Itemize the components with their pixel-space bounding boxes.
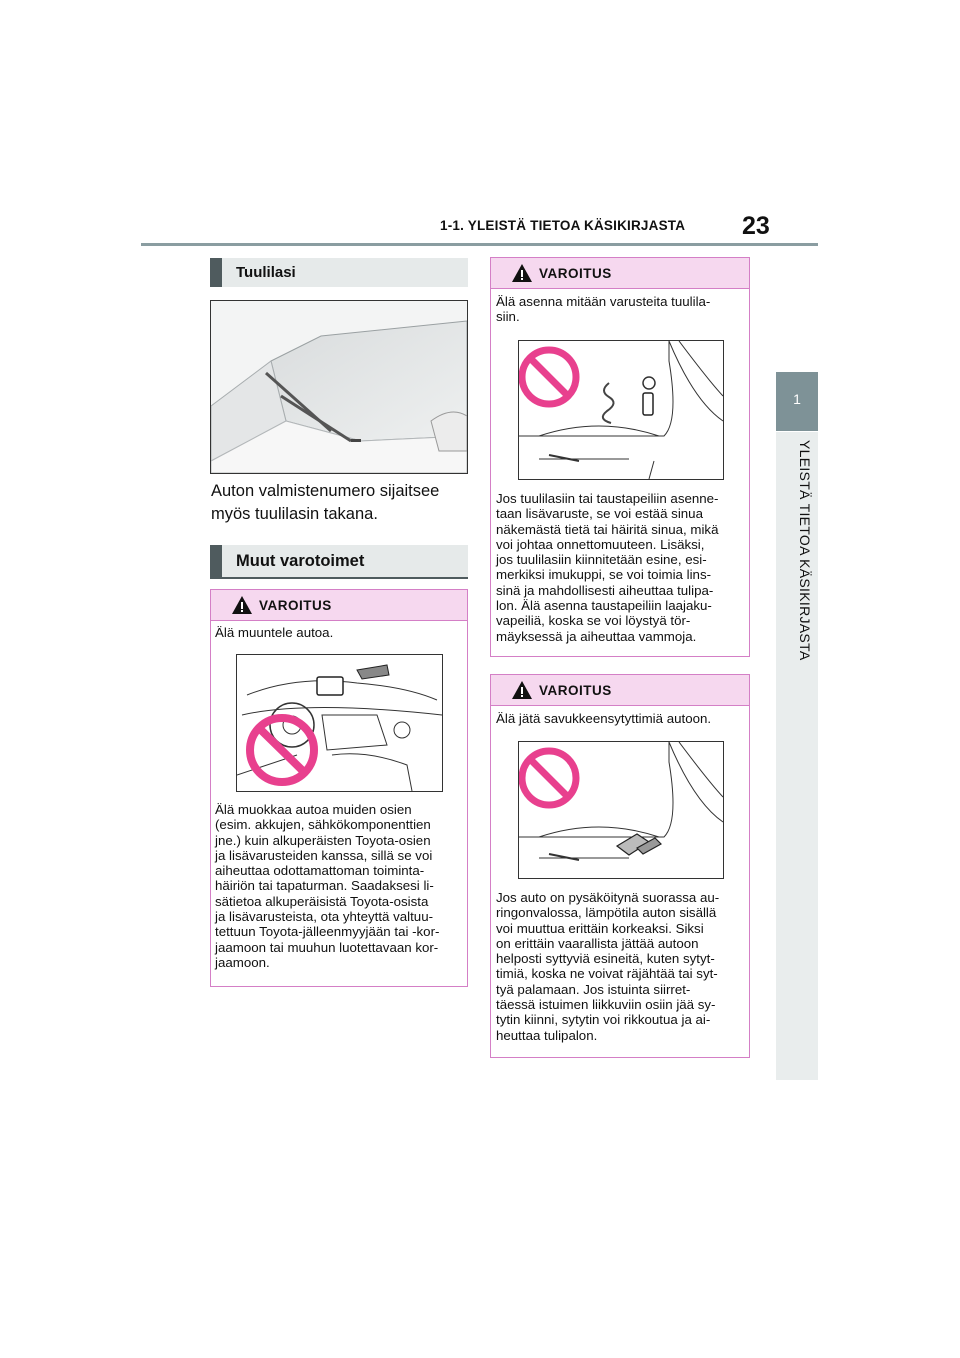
warning-body-line: täessä istuimen liikkuviin osiin jää sy-: [496, 997, 716, 1013]
warning-triangle-icon: [231, 595, 253, 615]
warning-body: [496, 890, 719, 1043]
warning-body-line: vapeiliä, koska se voi löystyä tör-: [496, 613, 691, 629]
warning-body-line: ringonvalossa, lämpötila auton sisällä: [496, 905, 717, 921]
warning-intro: Älä jätä savukkeensytyttimiä autoon.: [496, 711, 712, 726]
warning-box-windshield-accessories: [490, 257, 750, 657]
warning-body-line: voi muuttua erittäin korkeaksi. Siksi: [496, 920, 704, 936]
lighter-illustration: [518, 741, 724, 879]
warning-body-line: sinä ja mahdollisesti aiheuttaa tulipa-: [496, 582, 714, 598]
warning-body-line: tytin kiinni, sytytin voi rikkoutua ja ai-: [496, 1012, 711, 1028]
warning-body-line: on erittäin vaarallista jättää autoon: [496, 935, 699, 951]
warning-body-line: aiheuttaa odottamattoman toiminta-: [215, 863, 425, 879]
windshield-accessory-illustration: [518, 340, 724, 480]
warning-body-line: helposti syttyviä esineitä, kuten sytyt-: [496, 951, 715, 967]
section-marker: [210, 258, 222, 287]
warning-body-line: Jos tuulilasiin tai taustapeiliin asenne-: [496, 491, 719, 506]
warning-body-line: sätietoa alkuperäisistä Toyota-osista: [215, 893, 429, 909]
warning-body-line: jne.) kuin alkuperäisten Toyota-osien: [215, 832, 431, 848]
warning-header: [211, 590, 467, 621]
warning-body: [215, 802, 439, 970]
warning-body-line: tettuun Toyota-jälleenmyyjään tai -kor-: [215, 924, 440, 940]
warning-body-line: ja lisävarusteista, ota yhteyttä valtuu-: [215, 909, 434, 925]
warning-box-modify: [210, 589, 468, 987]
warning-intro: Älä muuntele autoa.: [215, 625, 334, 640]
windshield-illustration: [210, 300, 468, 474]
warning-header: [491, 675, 749, 706]
warning-body-line: Jos auto on pysäköitynä suorassa au-: [496, 890, 720, 905]
warning-intro-line: siin.: [496, 309, 520, 325]
warning-body-line: timiä, koska ne voivat räjähtää tai syt-: [496, 966, 718, 982]
warning-body-line: häiriön tai tapaturman. Saadaksesi li-: [215, 878, 434, 894]
section-title: Muut varotoimet: [236, 552, 365, 570]
warning-body: [496, 491, 718, 644]
warning-body-line: heuttaa tulipalon.: [496, 1027, 598, 1043]
tuulilasi-text-line1: Auton valmistenumero sijaitsee: [211, 482, 440, 500]
warning-body-line: jos tuulilasiin kiinnitetään esine, esi-: [496, 552, 707, 568]
warning-body-line: merkiksi imukuppi, se voi toimia lins-: [496, 567, 712, 583]
chapter-tab-label: YLEISTÄ TIETOA KÄSIKIRJASTA: [797, 440, 813, 661]
warning-body-line: taan lisävaruste, se voi estää sinua: [496, 506, 703, 522]
chapter-title: 1-1. YLEISTÄ TIETOA KÄSIKIRJASTA: [440, 218, 686, 233]
tuulilasi-text-line2: myös tuulilasin takana.: [211, 505, 378, 523]
warning-intro: [496, 294, 710, 325]
warning-body-line: (esim. akkujen, sähkökomponenttien: [215, 817, 431, 833]
dashboard-illustration: [236, 654, 443, 792]
warning-body-line: lon. Älä asenna taustapeiliin laajaku-: [496, 598, 712, 614]
chapter-tab-number: 1: [793, 391, 801, 407]
warning-triangle-icon: [511, 263, 533, 283]
warning-body-line: tyä palamaan. Jos istuinta siirret-: [496, 981, 691, 997]
warning-intro-line: Älä asenna mitään varusteita tuulila-: [496, 294, 711, 309]
warning-header: [491, 258, 749, 289]
warning-body-line: näkemästä tietä tai häiritä sinua, mikä: [496, 521, 719, 537]
warning-body-line: jaamoon tai muuhun luotettavaan kor-: [215, 939, 439, 955]
header-rule: [141, 243, 818, 246]
warning-body-line: jaamoon.: [215, 954, 270, 970]
warning-body-line: Älä muokkaa autoa muiden osien: [215, 802, 412, 817]
warning-box-lighters: [490, 674, 750, 1058]
warning-label: VAROITUS: [539, 683, 612, 698]
warning-triangle-icon: [511, 680, 533, 700]
section-marker: [210, 545, 222, 577]
warning-body-line: mäyksessä ja aiheuttaa vammoja.: [496, 628, 697, 644]
section-title: Tuulilasi: [236, 264, 296, 281]
warning-body-line: ja lisävarusteiden kanssa, sillä se voi: [215, 847, 433, 863]
warning-label: VAROITUS: [259, 598, 332, 613]
page-number: 23: [742, 212, 770, 240]
section-header-tuulilasi: [210, 258, 468, 287]
warning-label: VAROITUS: [539, 266, 612, 281]
section-header-muut-varotoimet: [210, 545, 468, 579]
warning-body-line: voi johtaa onnettomuuteen. Lisäksi,: [496, 536, 705, 552]
